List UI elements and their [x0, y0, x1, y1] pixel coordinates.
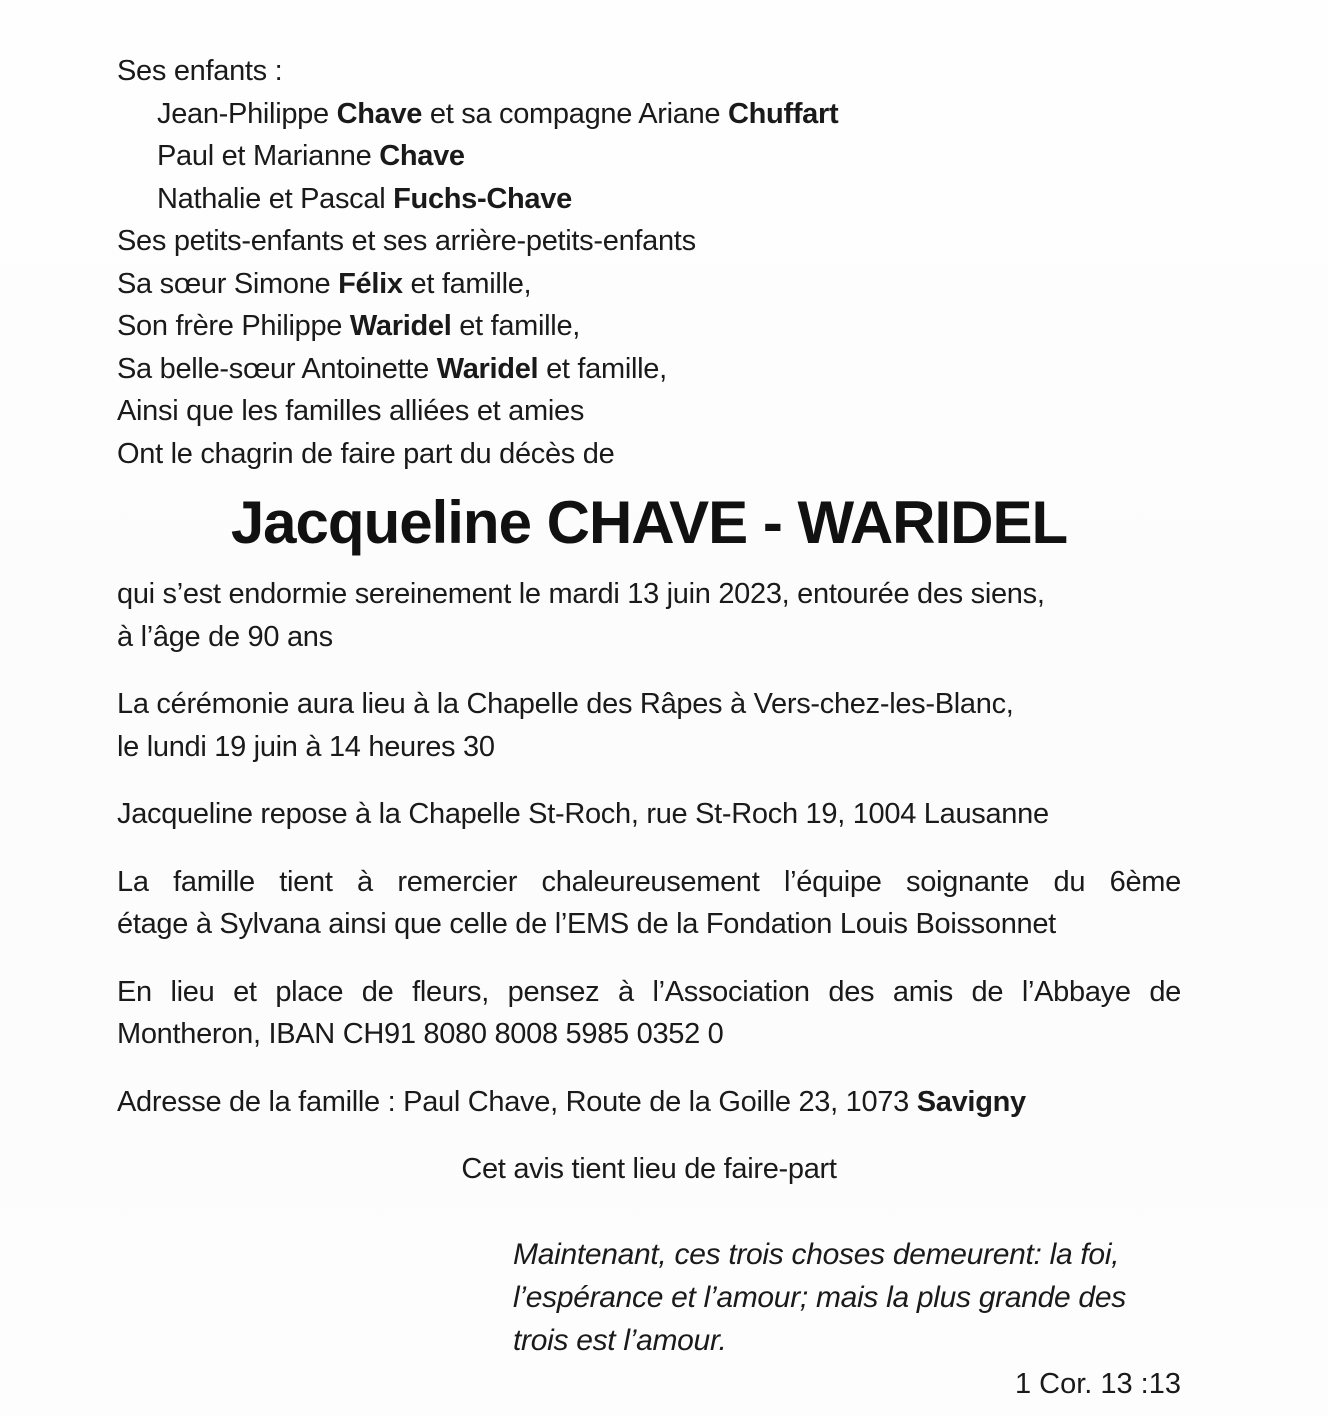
- text-segment: et famille,: [538, 352, 667, 385]
- text-line: [117, 861, 1181, 904]
- closing-notice: [117, 1148, 1181, 1191]
- repose-location: [117, 793, 1181, 836]
- text-segment: Paul et Marianne: [157, 140, 380, 172]
- text-segment: Ont le chagrin de faire part du décès de: [117, 437, 615, 470]
- text-line: [117, 263, 1181, 306]
- family-block: [117, 50, 1181, 475]
- death-details: [117, 573, 1181, 658]
- text-segment: Sa belle-sœur Antoinette: [117, 352, 437, 385]
- text-line: [117, 793, 1181, 836]
- text-segment: Nathalie et Pascal: [157, 182, 394, 215]
- text-segment: Sa sœur Simone: [117, 267, 339, 300]
- text-line: [117, 1013, 1181, 1056]
- bold-name: Félix: [338, 267, 403, 300]
- text-segment: et famille,: [451, 310, 581, 342]
- text-segment: le lundi 19 juin à 14 heures 30: [117, 730, 495, 763]
- text-segment: Jacqueline repose à la Chapelle St-Roch, rue St-Roch 19, 1004 Lausanne: [117, 798, 1049, 830]
- text-segment: et famille,: [402, 267, 532, 300]
- text-line: [117, 50, 1181, 93]
- text-segment: qui s’est endormie sereinement le mardi 13 juin 2023, entourée des siens,: [117, 578, 1045, 610]
- thanks-message: [117, 861, 1181, 946]
- text-segment: La famille tient à remercier chaleureusement l’équipe soignante du 6ème: [117, 865, 1181, 898]
- text-segment: Ses petits-enfants et ses arrière-petits-enfants: [117, 225, 696, 257]
- text-segment: Cet avis tient lieu de faire-part: [461, 1153, 837, 1185]
- text-segment: Jean-Philippe: [157, 97, 337, 130]
- deceased-name: Jacqueline CHAVE - WARIDEL: [230, 489, 1068, 556]
- scripture-quote: [117, 1233, 1181, 1362]
- text-segment: Maintenant, ces trois choses demeurent: la foi,: [513, 1237, 1120, 1271]
- text-segment: l’espérance et l’amour; mais la plus grande des: [513, 1280, 1126, 1314]
- text-line: [117, 1148, 1181, 1191]
- bold-name: Chave: [379, 140, 465, 172]
- text-line: [513, 1233, 1181, 1276]
- text-line: [117, 390, 1181, 433]
- scripture-reference: 1 Cor. 13 :13: [1014, 1367, 1181, 1400]
- text-segment: étage à Sylvana ainsi que celle de l’EMS de la Fondation Louis Boissonnet: [117, 908, 1056, 940]
- text-line: [117, 135, 1181, 178]
- bold-name: Savigny: [916, 1085, 1026, 1118]
- text-segment: trois est l’amour.: [513, 1323, 727, 1357]
- text-line: [117, 726, 1181, 769]
- text-segment: Montheron, IBAN CH91 8080 8008 5985 0352 0: [117, 1018, 724, 1050]
- bold-name: Waridel: [349, 310, 452, 342]
- paragraphs-container: [117, 573, 1181, 1191]
- text-line: [117, 93, 1181, 136]
- text-segment: La cérémonie aura lieu à la Chapelle des Râpes à Vers-chez-les-Blanc,: [117, 688, 1014, 720]
- text-segment: et sa compagne Ariane: [422, 97, 728, 130]
- text-line: [117, 971, 1181, 1014]
- text-segment: Ainsi que les familles alliées et amies: [117, 395, 585, 427]
- text-line: [117, 178, 1181, 221]
- text-line: [513, 1276, 1181, 1319]
- ceremony-details: [117, 683, 1181, 768]
- bold-name: Chuffart: [728, 97, 839, 130]
- donation-request: [117, 971, 1181, 1056]
- text-line: [117, 305, 1181, 348]
- text-line: [117, 573, 1181, 616]
- text-line: [117, 903, 1181, 946]
- text-segment: En lieu et place de fleurs, pensez à l’Association des amis de l’Abbaye de: [117, 975, 1181, 1008]
- bold-name: Waridel: [436, 352, 539, 385]
- text-line: [117, 683, 1181, 726]
- text-segment: à l’âge de 90 ans: [117, 620, 333, 653]
- text-line: [117, 616, 1181, 659]
- text-line: [117, 433, 1181, 476]
- text-segment: Adresse de la famille : Paul Chave, Route de la Goille 23, 1073: [117, 1085, 917, 1118]
- text-line: [117, 348, 1181, 391]
- text-line: [117, 1081, 1181, 1124]
- text-line: [513, 1319, 1181, 1362]
- bold-name: Chave: [336, 97, 423, 130]
- text-segment: Son frère Philippe: [117, 310, 350, 342]
- text-line: [117, 220, 1181, 263]
- family-address: [117, 1081, 1181, 1124]
- bold-name: Fuchs-Chave: [393, 182, 572, 215]
- text-segment: Ses enfants :: [117, 55, 283, 87]
